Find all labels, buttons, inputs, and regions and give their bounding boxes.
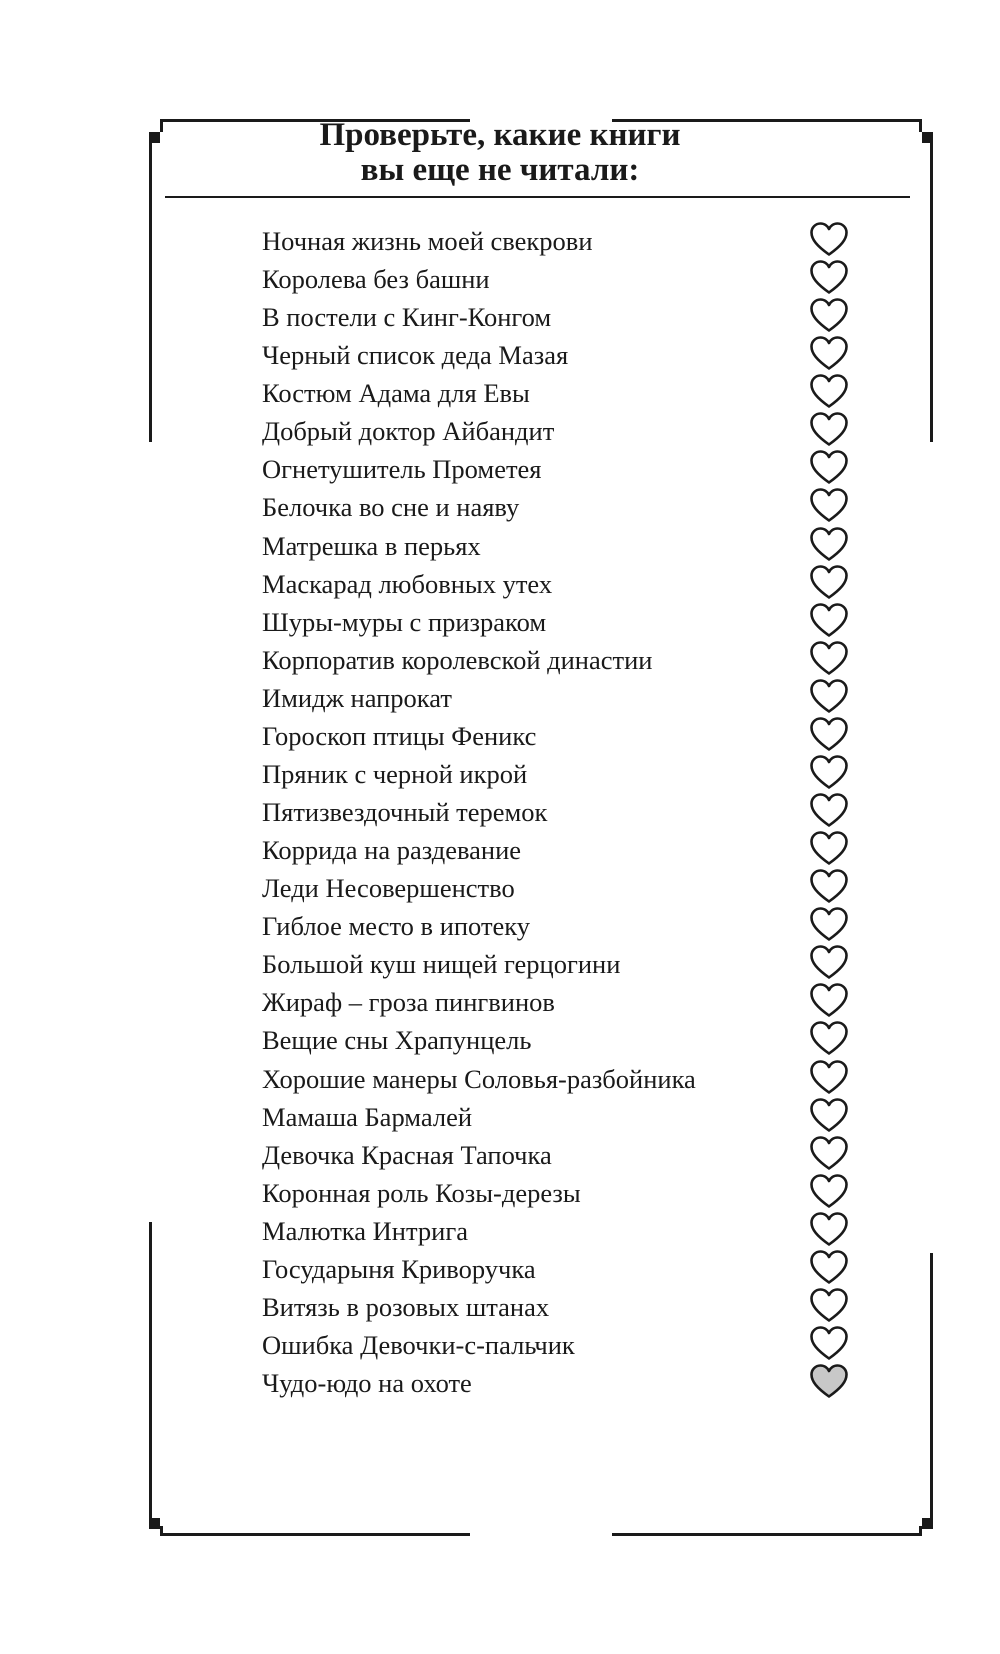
book-title: Черный список деда Мазая: [262, 340, 569, 371]
heart-outline-icon[interactable]: [808, 715, 850, 755]
book-item: [262, 831, 862, 869]
heart-outline-icon[interactable]: [808, 1324, 850, 1364]
book-item: [262, 603, 862, 641]
book-item: [262, 336, 862, 374]
heart-outline-icon[interactable]: [808, 1096, 850, 1136]
book-title: Пряник с черной икрой: [262, 758, 528, 789]
heart-outline-icon[interactable]: [808, 258, 850, 298]
book-item: [262, 450, 862, 488]
book-title: Пятизвездочный теремок: [262, 797, 548, 828]
heart-outline-icon[interactable]: [808, 905, 850, 945]
frame-bottom-right-square: [922, 1518, 933, 1529]
book-item: [262, 717, 862, 755]
book-title: Государыня Криворучка: [262, 1253, 536, 1284]
heart-outline-icon[interactable]: [808, 563, 850, 603]
book-item: [262, 869, 862, 907]
title-underline: [165, 196, 910, 198]
page-title: [0, 118, 1000, 188]
book-item: [262, 1136, 862, 1174]
book-title: Большой куш нищей герцогини: [262, 949, 621, 980]
heart-outline-icon[interactable]: [808, 1134, 850, 1174]
frame-left-lower-line: [149, 1222, 152, 1529]
heart-outline-icon[interactable]: [808, 677, 850, 717]
heart-outline-icon[interactable]: [808, 791, 850, 831]
heart-outline-icon[interactable]: [808, 1058, 850, 1098]
book-item: [262, 1212, 862, 1250]
heart-outline-icon[interactable]: [808, 334, 850, 374]
heart-outline-icon[interactable]: [808, 981, 850, 1021]
heart-outline-icon[interactable]: [808, 525, 850, 565]
book-item: [262, 1060, 862, 1098]
frame-bottom-left-square: [149, 1518, 160, 1529]
heart-outline-icon[interactable]: [808, 753, 850, 793]
book-title: Гороскоп птицы Феникс: [262, 720, 537, 751]
page-title-line-2: вы еще не читали:: [360, 152, 640, 188]
book-item: [262, 1250, 862, 1288]
book-item: [262, 945, 862, 983]
book-item: [262, 679, 862, 717]
book-item: [262, 565, 862, 603]
book-item: [262, 527, 862, 565]
book-item: [262, 222, 862, 260]
book-title: Огнетушитель Прометея: [262, 454, 542, 485]
book-title: Добрый доктор Айбандит: [262, 416, 555, 447]
book-title: Чудо-юдо на охоте: [262, 1368, 472, 1399]
book-item: [262, 641, 862, 679]
book-item: [262, 260, 862, 298]
book-title: Хорошие манеры Соловья-разбойника: [262, 1063, 696, 1094]
book-item: [262, 983, 862, 1021]
book-item: [262, 412, 862, 450]
heart-outline-icon[interactable]: [808, 601, 850, 641]
heart-outline-icon[interactable]: [808, 486, 850, 526]
heart-outline-icon[interactable]: [808, 867, 850, 907]
book-title: Коррида на раздевание: [262, 835, 522, 866]
book-item: [262, 488, 862, 526]
heart-outline-icon[interactable]: [808, 1172, 850, 1212]
book-item: [262, 755, 862, 793]
book-title: Вещие сны Храпунцель: [262, 1025, 532, 1056]
heart-outline-icon[interactable]: [808, 296, 850, 336]
book-item: [262, 1174, 862, 1212]
book-title: Маскарад любовных утех: [262, 568, 553, 599]
book-title: Жираф – гроза пингвинов: [262, 987, 555, 1018]
book-title: Малютка Интрига: [262, 1215, 468, 1246]
book-item: [262, 1021, 862, 1059]
book-title: Королева без башни: [262, 264, 490, 295]
heart-outline-icon[interactable]: [808, 410, 850, 450]
book-title: Шуры-муры с призраком: [262, 606, 547, 637]
book-title: В постели с Кинг-Конгом: [262, 302, 552, 333]
book-item: [262, 1098, 862, 1136]
heart-outline-icon[interactable]: [808, 639, 850, 679]
book-item: [262, 1288, 862, 1326]
book-title: Коронная роль Козы-дерезы: [262, 1177, 581, 1208]
book-item: [262, 1364, 862, 1402]
heart-outline-icon[interactable]: [808, 1019, 850, 1059]
book-title: Костюм Адама для Евы: [262, 378, 530, 409]
book-title: Гиблое место в ипотеку: [262, 911, 531, 942]
book-title: Имидж напрокат: [262, 682, 452, 713]
book-title: Ошибка Девочки-с-пальчик: [262, 1330, 575, 1361]
book-title: Мамаша Бармалей: [262, 1101, 473, 1132]
book-title: Матрешка в перьях: [262, 530, 481, 561]
book-item: [262, 1326, 862, 1364]
heart-outline-icon[interactable]: [808, 220, 850, 260]
book-item: [262, 907, 862, 945]
frame-right-lower-line: [930, 1253, 933, 1529]
book-title: Девочка Красная Тапочка: [262, 1139, 552, 1170]
frame-bottom-left-line: [160, 1533, 470, 1536]
book-title: Леди Несовершенство: [262, 873, 515, 904]
heart-outline-icon[interactable]: [808, 829, 850, 869]
heart-outline-icon[interactable]: [808, 1248, 850, 1288]
heart-outline-icon[interactable]: [808, 943, 850, 983]
heart-outline-icon[interactable]: [808, 448, 850, 488]
book-title: Витязь в розовых штанах: [262, 1291, 550, 1322]
book-title: Корпоратив королевской династии: [262, 644, 653, 675]
frame-bottom-right-line: [612, 1533, 922, 1536]
heart-outline-icon[interactable]: [808, 372, 850, 412]
heart-filled-icon[interactable]: [808, 1362, 850, 1402]
book-title: Ночная жизнь моей свекрови: [262, 226, 593, 256]
heart-outline-icon[interactable]: [808, 1286, 850, 1326]
page-title-line-1: Проверьте, какие книги: [319, 117, 681, 153]
book-item: [262, 374, 862, 412]
book-title: Белочка во сне и наяву: [262, 492, 520, 523]
book-item: [262, 298, 862, 336]
heart-outline-icon[interactable]: [808, 1210, 850, 1250]
book-item: [262, 793, 862, 831]
